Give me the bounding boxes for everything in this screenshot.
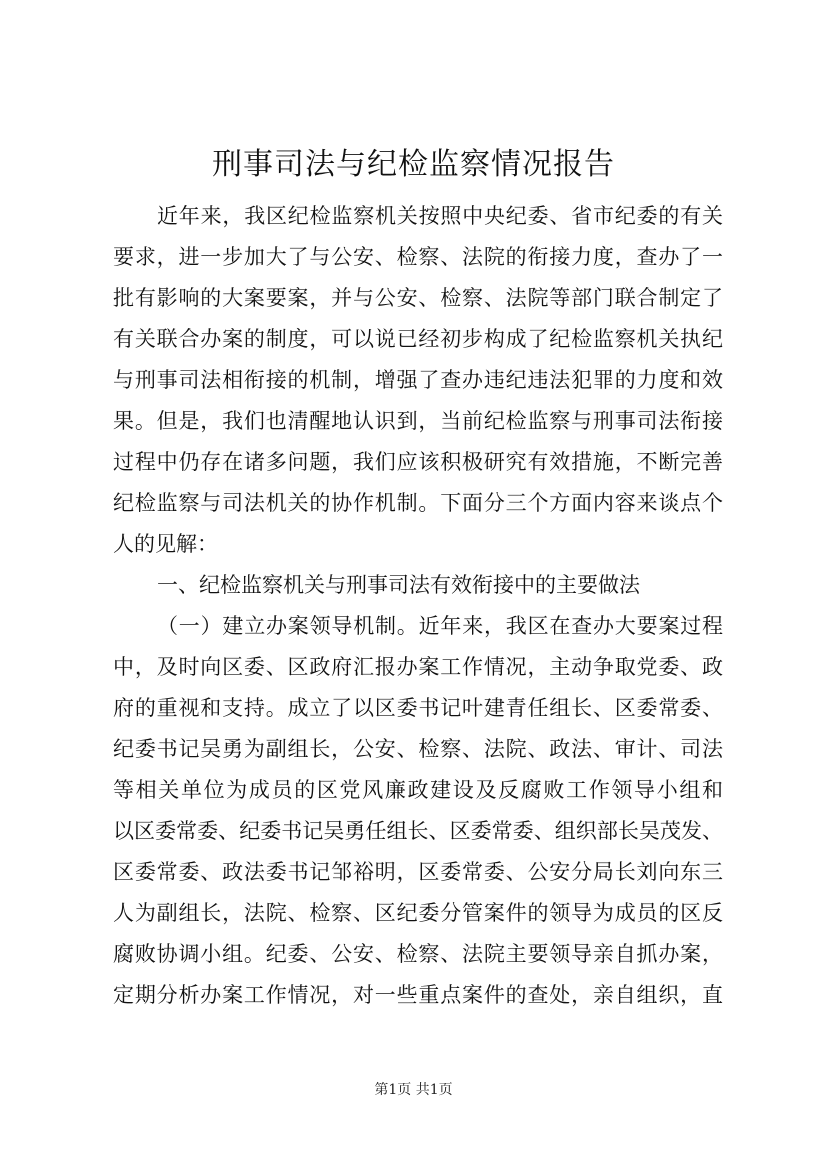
document-title: 刑事司法与纪检监察情况报告 — [212, 147, 615, 182]
paragraph-line: 果。但是，我们也清醒地认识到，当前纪检监察与刑事司法衔接 — [113, 409, 723, 433]
paragraph-line: 有关联合办案的制度，可以说已经初步构成了纪检监察机关执纪 — [113, 327, 723, 351]
paragraph-line: 中，及时向区委、区政府汇报办案工作情况，主动争取党委、政 — [113, 655, 723, 679]
paragraph-line: 纪委书记吴勇为副组长，公安、检察、法院、政法、审计、司法 — [113, 737, 723, 761]
page-footer: 第1页 共1页 — [374, 1082, 453, 1098]
paragraph-line: 要求，进一步加大了与公安、检察、法院的衔接力度，查办了一 — [113, 245, 723, 269]
paragraph-line: 人的见解： — [113, 532, 218, 556]
paragraph-line: 等相关单位为成员的区党风廉政建设及反腐败工作领导小组和 — [113, 778, 723, 802]
paragraph-line: 与刑事司法相衔接的机制，增强了查办违纪违法犯罪的力度和效 — [113, 368, 723, 392]
paragraph-line: 腐败协调小组。纪委、公安、检察、法院主要领导亲自抓办案， — [113, 942, 723, 966]
paragraph-line: （一）建立办案领导机制。近年来，我区在查办大要案过程 — [157, 614, 723, 638]
document-body — [113, 196, 723, 1016]
paragraph-line: 府的重视和支持。成立了以区委书记叶建青任组长、区委常委、 — [113, 696, 723, 720]
paragraph-line: 人为副组长，法院、检察、区纪委分管案件的领导为成员的区反 — [113, 901, 723, 925]
paragraph-line: 过程中仍存在诸多问题，我们应该积极研究有效措施，不断完善 — [113, 450, 723, 474]
paragraph-line: 区委常委、政法委书记邹裕明，区委常委、公安分局长刘向东三 — [113, 860, 723, 884]
paragraph-line: 批有影响的大案要案，并与公安、检察、法院等部门联合制定了 — [113, 286, 723, 310]
section-heading: 一、纪检监察机关与刑事司法有效衔接中的主要做法 — [157, 573, 640, 597]
paragraph-line: 以区委常委、纪委书记吴勇任组长、区委常委、组织部长吴茂发、 — [113, 819, 723, 843]
paragraph-line: 近年来，我区纪检监察机关按照中央纪委、省市纪委的有关 — [157, 204, 723, 228]
paragraph-line: 纪检监察与司法机关的协作机制。下面分三个方面内容来谈点个 — [113, 491, 723, 515]
paragraph-line: 定期分析办案工作情况，对一些重点案件的查处，亲自组织，直 — [113, 983, 723, 1007]
